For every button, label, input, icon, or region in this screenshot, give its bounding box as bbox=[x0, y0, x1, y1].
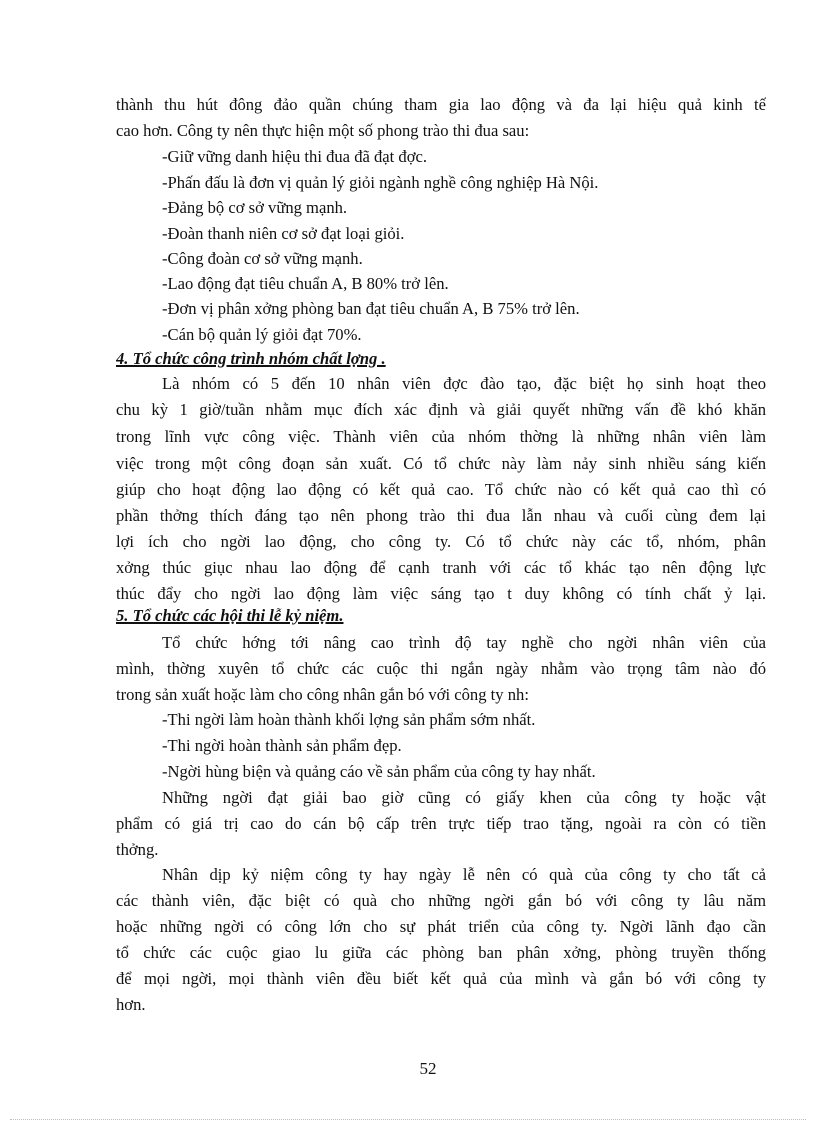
paragraph-line: Những ngời đạt giải bao giờ cũng có giấy khen của công ty hoặc vật bbox=[162, 788, 766, 807]
paragraph-line: giúp cho hoạt động lao động có kết quả cao. Tổ chức nào có kết quả cao thì có bbox=[116, 480, 766, 499]
paragraph-line: mình, thờng xuyên tổ chức các cuộc thi ngắn ngày nhằm vào trọng tâm nào đó bbox=[116, 659, 766, 678]
text-line: thành thu hút đông đảo quần chúng tham gia lao động và đa lại hiệu quả kinh tế bbox=[116, 95, 766, 114]
paragraph-line: lợi ích cho ngời lao động, cho công ty. Có tổ chức này các tổ, nhóm, phân bbox=[116, 532, 766, 551]
paragraph-line: hoặc những ngời có công lớn cho sự phát triển của công ty. Ngời lãnh đạo cần bbox=[116, 917, 766, 936]
list-item: -Giữ vững danh hiệu thi đua đã đạt đợc. bbox=[162, 147, 428, 166]
text-line: cao hơn. Công ty nên thực hiện một số phong trào thi đua sau: bbox=[116, 121, 530, 140]
paragraph-line: trong lĩnh vực công việc. Thành viên của nhóm thờng là những nhân viên làm bbox=[116, 427, 766, 446]
list-item: -Công đoàn cơ sở vững mạnh. bbox=[162, 249, 363, 268]
paragraph-line: Là nhóm có 5 đến 10 nhân viên đợc đào tạo, đặc biệt họ sinh hoạt theo bbox=[162, 374, 766, 393]
list-item: -Cán bộ quản lý giỏi đạt 70%. bbox=[162, 325, 362, 344]
paragraph-line: chu kỳ 1 giờ/tuần nhằm mục đích xác định và giải quyết những vấn đề khó khăn bbox=[116, 400, 766, 419]
paragraph-line: phẩm có giá trị cao do cán bộ cấp trên trực tiếp trao tặng, ngoài ra còn có tiền bbox=[116, 814, 766, 833]
footer-divider bbox=[10, 1119, 806, 1120]
paragraph-line: tổ chức các cuộc giao lu giữa các phòng ban phân xởng, phòng truyền thống bbox=[116, 943, 766, 962]
list-item: -Thi ngời hoàn thành sản phẩm đẹp. bbox=[162, 736, 402, 755]
paragraph-line: Tổ chức hớng tới nâng cao trình độ tay nghề cho ngời nhân viên của bbox=[162, 633, 766, 652]
section-heading-5: 5. Tổ chức các hội thi lễ kỷ niệm. bbox=[116, 606, 344, 625]
list-item: -Lao động đạt tiêu chuẩn A, B 80% trở lên. bbox=[162, 274, 449, 293]
list-item: -Đảng bộ cơ sở vững mạnh. bbox=[162, 198, 348, 217]
paragraph-line: xởng thúc giục nhau lao động để cạnh tranh với các tổ khác tạo nên động lực bbox=[116, 558, 766, 577]
list-item: -Đơn vị phân xởng phòng ban đạt tiêu chuẩn A, B 75% trở lên. bbox=[162, 299, 580, 318]
list-item: -Phấn đấu là đơn vị quản lý giỏi ngành nghề công nghiệp Hà Nội. bbox=[162, 173, 599, 192]
list-item: -Thi ngời làm hoàn thành khối lợng sản phẩm sớm nhất. bbox=[162, 710, 536, 729]
paragraph-line: các thành viên, đặc biệt có quà cho những ngời gắn bó với công ty lâu năm bbox=[116, 891, 766, 910]
paragraph-line: trong sản xuất hoặc làm cho công nhân gắn bó với công ty nh: bbox=[116, 685, 529, 704]
paragraph-line: hơn. bbox=[116, 995, 146, 1014]
page-number: 52 bbox=[419, 1059, 437, 1078]
section-heading-4: 4. Tổ chức công trình nhóm chất lợng . bbox=[116, 349, 386, 368]
paragraph-line: thởng. bbox=[116, 840, 159, 859]
list-item: -Đoàn thanh niên cơ sở đạt loại giỏi. bbox=[162, 224, 405, 243]
paragraph-line: phần thởng thích đáng tạo nên phong trào thi đua lẫn nhau và cuối cùng đem lại bbox=[116, 506, 766, 525]
paragraph-line: Nhân dịp kỷ niệm công ty hay ngày lễ nên có quà của công ty cho tất cả bbox=[162, 865, 766, 884]
paragraph-line: việc trong một công đoạn sản xuất. Có tổ chức này làm nảy sinh nhiều sáng kiến bbox=[116, 454, 766, 473]
paragraph-line: thúc đẩy cho ngời lao động làm việc sáng tạo t duy không có tính chất ỷ lại. bbox=[116, 584, 766, 603]
paragraph-line: để mọi ngời, mọi thành viên đều biết kết quả của mình và gắn bó với công ty bbox=[116, 969, 766, 988]
list-item: -Ngời hùng biện và quảng cáo về sản phẩm của công ty hay nhất. bbox=[162, 762, 596, 781]
